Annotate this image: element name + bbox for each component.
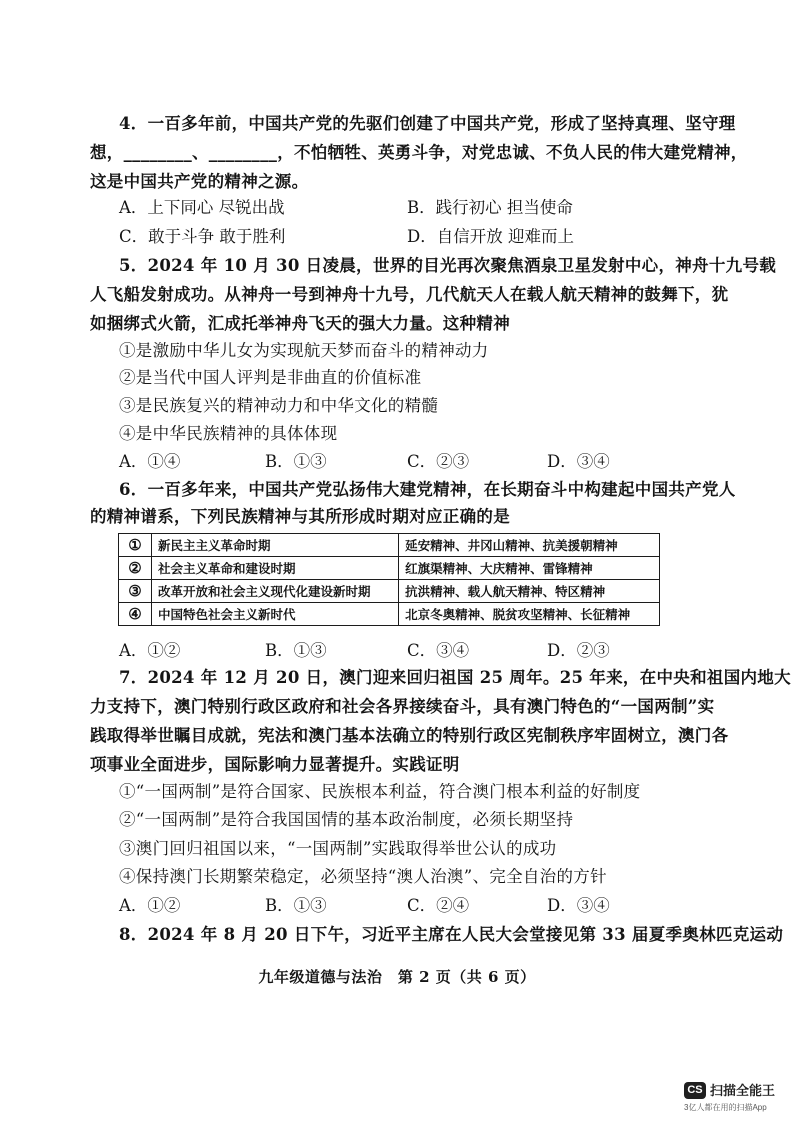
period-cell: 中国特色社会主义新时代: [152, 603, 399, 626]
q5-option-d: D．③④: [547, 452, 610, 471]
table-row: [119, 557, 660, 580]
q6-option-a: A．①②: [119, 641, 181, 660]
q6-stem-line-2: 的精神谱系，下列民族精神与其所形成时期对应正确的是: [90, 507, 510, 526]
q5-stem-line-3: 如捆绑式火箭，汇成托举神舟飞天的强大力量。这种精神: [90, 314, 510, 333]
q7-stem-line-3: 践取得举世瞩目成就，宪法和澳门基本法确立的特别行政区宪制秩序牢固树立，澳门各: [90, 726, 729, 745]
q7-stem-line-1: 7．2024 年 12 月 20 日，澳门迎来回归祖国 25 周年。25 年来，在中央和祖国内地大: [119, 668, 791, 687]
period-cell: 改革开放和社会主义现代化建设新时期: [152, 580, 399, 603]
q8-stem-line-1: 8．2024 年 8 月 20 日下午，习近平主席在人民大会堂接见第 33 届夏季奥林匹克运动: [119, 925, 784, 944]
q5-statement-3: ③是民族复兴的精神动力和中华文化的精髓: [119, 396, 439, 415]
q7-statement-3: ③澳门回归祖国以来，“一国两制”实践取得举世公认的成功: [119, 839, 557, 858]
q5-stem-line-1: 5．2024 年 10 月 30 日凌晨，世界的目光再次聚焦酒泉卫星发射中心，神舟十九号载: [119, 256, 777, 275]
q6-stem-line-1: 6．一百多年来，中国共产党弘扬伟大建党精神，在长期奋斗中构建起中国共产党人: [119, 480, 736, 499]
q5-statement-4: ④是中华民族精神的具体体现: [119, 424, 338, 443]
table-row: [119, 603, 660, 626]
table-row: [119, 534, 660, 557]
q4-option-d: D．自信开放 迎难而上: [407, 227, 574, 246]
camscanner-logo-icon: CS: [684, 1082, 706, 1099]
q7-stem-line-4: 项事业全面进步，国际影响力显著提升。实践证明: [90, 755, 460, 774]
q5-option-b: B．①③: [265, 452, 327, 471]
period-cell: 新民主主义革命时期: [152, 534, 399, 557]
q5-stem-line-2: 人飞船发射成功。从神舟一号到神舟十九号，几代航天人在载人航天精神的鼓舞下，犹: [90, 285, 729, 304]
q5-option-a: A．①④: [119, 452, 181, 471]
spirit-period-table: [118, 533, 660, 626]
row-number: ④: [119, 603, 152, 626]
q4-option-a: A．上下同心 尽锐出战: [119, 198, 285, 217]
spirits-cell: 北京冬奥精神、脱贫攻坚精神、长征精神: [399, 603, 660, 626]
q6-option-b: B．①③: [265, 641, 327, 660]
camscanner-name: 扫描全能王: [710, 1083, 776, 1098]
page-footer: 九年级道德与法治 第 2 页（共 6 页）: [258, 968, 536, 986]
row-number: ②: [119, 557, 152, 580]
q7-option-c: C．②④: [407, 896, 470, 915]
q6-option-c: C．③④: [407, 641, 470, 660]
row-number: ③: [119, 580, 152, 603]
q5-option-c: C．②③: [407, 452, 470, 471]
q7-statement-1: ①“一国两制”是符合国家、民族根本利益，符合澳门根本利益的好制度: [119, 782, 641, 801]
spirits-cell: 红旗渠精神、大庆精神、雷锋精神: [399, 557, 660, 580]
q7-option-d: D．③④: [547, 896, 610, 915]
q7-option-b: B．①③: [265, 896, 327, 915]
q7-stem-line-2: 力支持下，澳门特别行政区政府和社会各界接续奋斗，具有澳门特色的“一国两制”实: [90, 697, 715, 716]
table-row: [119, 580, 660, 603]
q5-statement-2: ②是当代中国人评判是非曲直的价值标准: [119, 368, 422, 387]
q4-stem-line-2: 想，________、________，不怕牺牲、英勇斗争，对党忠诚、不负人民的伟大建党精神，: [90, 143, 748, 162]
camscanner-tagline: 3亿人都在用的扫描App: [684, 1103, 767, 1112]
period-cell: 社会主义革命和建设时期: [152, 557, 399, 580]
q4-stem-line-3: 这是中国共产党的精神之源。: [90, 172, 309, 191]
row-number: ①: [119, 534, 152, 557]
q7-option-a: A．①②: [119, 896, 181, 915]
spirits-cell: 抗洪精神、载人航天精神、特区精神: [399, 580, 660, 603]
q5-statement-1: ①是激励中华儿女为实现航天梦而奋斗的精神动力: [119, 341, 489, 360]
q7-statement-2: ②“一国两制”是符合我国国情的基本政治制度，必须长期坚持: [119, 810, 574, 829]
q6-option-d: D．②③: [547, 641, 610, 660]
q4-option-c: C．敢于斗争 敢于胜利: [119, 227, 286, 246]
q7-statement-4: ④保持澳门长期繁荣稳定，必须坚持“澳人治澳”、完全自治的方针: [119, 867, 607, 886]
spirits-cell: 延安精神、井冈山精神、抗美援朝精神: [399, 534, 660, 557]
q4-stem-line-1: 4．一百多年前，中国共产党的先驱们创建了中国共产党，形成了坚持真理、坚守理: [119, 114, 736, 133]
q4-option-b: B．践行初心 担当使命: [407, 198, 573, 217]
